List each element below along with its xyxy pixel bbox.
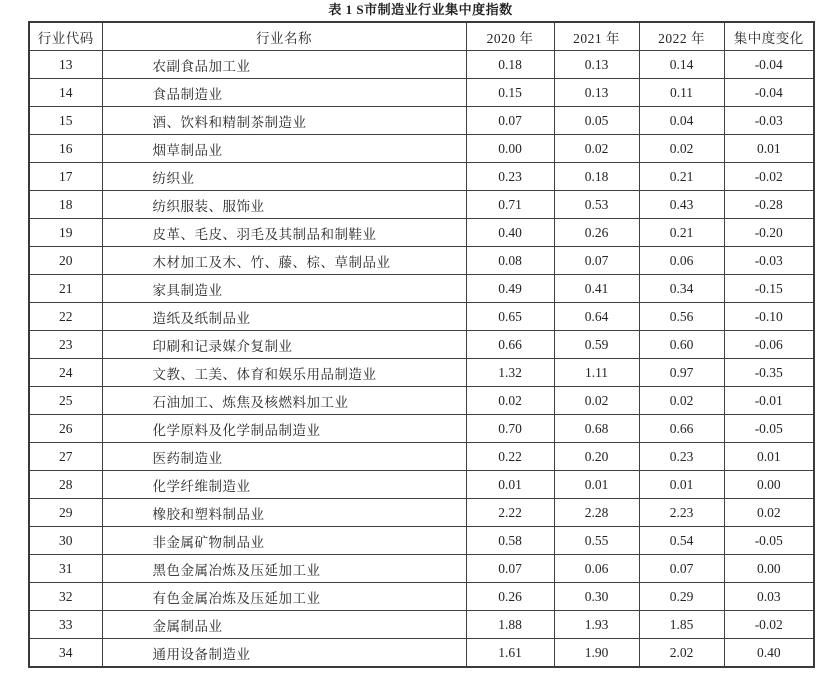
value-2020-cell: 1.61 bbox=[466, 639, 554, 668]
industry-code-cell: 32 bbox=[29, 583, 102, 611]
value-2022-cell: 0.66 bbox=[639, 415, 724, 443]
change-cell: 0.01 bbox=[724, 443, 814, 471]
value-2021-cell: 1.11 bbox=[554, 359, 639, 387]
value-2021-cell: 0.13 bbox=[554, 79, 639, 107]
value-2022-cell: 0.01 bbox=[639, 471, 724, 499]
value-2020-cell: 0.15 bbox=[466, 79, 554, 107]
value-2021-cell: 0.26 bbox=[554, 219, 639, 247]
value-2021-cell: 0.02 bbox=[554, 387, 639, 415]
industry-code-cell: 19 bbox=[29, 219, 102, 247]
industry-name-cell: 金属制品业 bbox=[102, 611, 466, 639]
value-2022-cell: 0.02 bbox=[639, 135, 724, 163]
industry-code-cell: 18 bbox=[29, 191, 102, 219]
industry-name-cell: 医药制造业 bbox=[102, 443, 466, 471]
table-row bbox=[29, 275, 814, 303]
industry-name-cell: 橡胶和塑料制品业 bbox=[102, 499, 466, 527]
value-2020-cell: 0.00 bbox=[466, 135, 554, 163]
value-2021-cell: 0.06 bbox=[554, 555, 639, 583]
value-2021-cell: 0.41 bbox=[554, 275, 639, 303]
table-row bbox=[29, 219, 814, 247]
value-2022-cell: 0.06 bbox=[639, 247, 724, 275]
industry-name-cell: 印刷和记录媒介复制业 bbox=[102, 331, 466, 359]
change-cell: -0.35 bbox=[724, 359, 814, 387]
industry-code-cell: 34 bbox=[29, 639, 102, 668]
industry-name-cell: 木材加工及木、竹、藤、棕、草制品业 bbox=[102, 247, 466, 275]
table-row bbox=[29, 247, 814, 275]
value-2021-cell: 0.68 bbox=[554, 415, 639, 443]
industry-code-cell: 14 bbox=[29, 79, 102, 107]
value-2021-cell: 0.20 bbox=[554, 443, 639, 471]
value-2022-cell: 0.34 bbox=[639, 275, 724, 303]
table-row bbox=[29, 639, 814, 668]
table-row bbox=[29, 359, 814, 387]
industry-code-cell: 25 bbox=[29, 387, 102, 415]
table-row bbox=[29, 135, 814, 163]
table-row bbox=[29, 443, 814, 471]
table-row bbox=[29, 527, 814, 555]
value-2022-cell: 0.21 bbox=[639, 163, 724, 191]
value-2021-cell: 2.28 bbox=[554, 499, 639, 527]
value-2020-cell: 1.88 bbox=[466, 611, 554, 639]
industry-code-cell: 20 bbox=[29, 247, 102, 275]
value-2021-cell: 0.07 bbox=[554, 247, 639, 275]
change-cell: -0.20 bbox=[724, 219, 814, 247]
value-2021-cell: 0.30 bbox=[554, 583, 639, 611]
table-container bbox=[28, 21, 815, 668]
industry-name-cell: 烟草制品业 bbox=[102, 135, 466, 163]
change-cell: -0.05 bbox=[724, 415, 814, 443]
value-2021-cell: 0.59 bbox=[554, 331, 639, 359]
industry-name-cell: 化学原料及化学制品制造业 bbox=[102, 415, 466, 443]
value-2020-cell: 0.66 bbox=[466, 331, 554, 359]
industry-name-cell: 食品制造业 bbox=[102, 79, 466, 107]
table-row bbox=[29, 163, 814, 191]
value-2020-cell: 0.07 bbox=[466, 555, 554, 583]
header-year-2021: 2021 年 bbox=[554, 22, 639, 51]
change-cell: -0.01 bbox=[724, 387, 814, 415]
industry-name-cell: 通用设备制造业 bbox=[102, 639, 466, 668]
value-2022-cell: 0.97 bbox=[639, 359, 724, 387]
value-2020-cell: 0.02 bbox=[466, 387, 554, 415]
header-concentration-change: 集中度变化 bbox=[724, 22, 814, 51]
value-2022-cell: 2.02 bbox=[639, 639, 724, 668]
change-cell: 0.40 bbox=[724, 639, 814, 668]
table-row bbox=[29, 387, 814, 415]
value-2020-cell: 0.01 bbox=[466, 471, 554, 499]
change-cell: -0.02 bbox=[724, 611, 814, 639]
value-2021-cell: 1.90 bbox=[554, 639, 639, 668]
change-cell: -0.15 bbox=[724, 275, 814, 303]
table-body bbox=[29, 51, 814, 668]
table-caption: 表 1 S市制造业行业集中度指数 bbox=[328, 2, 513, 17]
change-cell: -0.02 bbox=[724, 163, 814, 191]
change-cell: -0.04 bbox=[724, 51, 814, 79]
value-2022-cell: 0.60 bbox=[639, 331, 724, 359]
header-year-2022: 2022 年 bbox=[639, 22, 724, 51]
industry-name-cell: 文教、工美、体育和娱乐用品制造业 bbox=[102, 359, 466, 387]
table-row bbox=[29, 191, 814, 219]
industry-code-cell: 13 bbox=[29, 51, 102, 79]
value-2021-cell: 0.02 bbox=[554, 135, 639, 163]
value-2020-cell: 1.32 bbox=[466, 359, 554, 387]
value-2021-cell: 0.53 bbox=[554, 191, 639, 219]
change-cell: 0.02 bbox=[724, 499, 814, 527]
industry-name-cell: 纺织业 bbox=[102, 163, 466, 191]
industry-code-cell: 22 bbox=[29, 303, 102, 331]
value-2021-cell: 0.55 bbox=[554, 527, 639, 555]
value-2022-cell: 0.56 bbox=[639, 303, 724, 331]
industry-name-cell: 石油加工、炼焦及核燃料加工业 bbox=[102, 387, 466, 415]
change-cell: 0.01 bbox=[724, 135, 814, 163]
industry-name-cell: 酒、饮料和精制茶制造业 bbox=[102, 107, 466, 135]
value-2020-cell: 0.65 bbox=[466, 303, 554, 331]
value-2020-cell: 0.18 bbox=[466, 51, 554, 79]
change-cell: -0.06 bbox=[724, 331, 814, 359]
value-2022-cell: 0.54 bbox=[639, 527, 724, 555]
table-row bbox=[29, 51, 814, 79]
change-cell: -0.03 bbox=[724, 247, 814, 275]
change-cell: -0.05 bbox=[724, 527, 814, 555]
value-2020-cell: 2.22 bbox=[466, 499, 554, 527]
industry-code-cell: 23 bbox=[29, 331, 102, 359]
value-2020-cell: 0.71 bbox=[466, 191, 554, 219]
table-header-row bbox=[29, 22, 814, 51]
change-cell: -0.04 bbox=[724, 79, 814, 107]
industry-code-cell: 31 bbox=[29, 555, 102, 583]
value-2020-cell: 0.22 bbox=[466, 443, 554, 471]
header-industry-name: 行业名称 bbox=[102, 22, 466, 51]
value-2022-cell: 0.07 bbox=[639, 555, 724, 583]
header-industry-code: 行业代码 bbox=[29, 22, 102, 51]
industry-code-cell: 15 bbox=[29, 107, 102, 135]
industry-name-cell: 非金属矿物制品业 bbox=[102, 527, 466, 555]
value-2022-cell: 0.11 bbox=[639, 79, 724, 107]
value-2022-cell: 0.21 bbox=[639, 219, 724, 247]
value-2021-cell: 0.64 bbox=[554, 303, 639, 331]
value-2020-cell: 0.49 bbox=[466, 275, 554, 303]
value-2022-cell: 0.14 bbox=[639, 51, 724, 79]
industry-name-cell: 皮革、毛皮、羽毛及其制品和制鞋业 bbox=[102, 219, 466, 247]
industry-code-cell: 33 bbox=[29, 611, 102, 639]
industry-name-cell: 造纸及纸制品业 bbox=[102, 303, 466, 331]
industry-code-cell: 17 bbox=[29, 163, 102, 191]
table-row bbox=[29, 415, 814, 443]
value-2022-cell: 0.04 bbox=[639, 107, 724, 135]
value-2020-cell: 0.08 bbox=[466, 247, 554, 275]
table-row bbox=[29, 303, 814, 331]
change-cell: -0.10 bbox=[724, 303, 814, 331]
change-cell: 0.03 bbox=[724, 583, 814, 611]
value-2022-cell: 1.85 bbox=[639, 611, 724, 639]
table-row bbox=[29, 555, 814, 583]
industry-name-cell: 黑色金属冶炼及压延加工业 bbox=[102, 555, 466, 583]
value-2021-cell: 0.18 bbox=[554, 163, 639, 191]
industry-name-cell: 家具制造业 bbox=[102, 275, 466, 303]
industry-code-cell: 24 bbox=[29, 359, 102, 387]
industry-name-cell: 化学纤维制造业 bbox=[102, 471, 466, 499]
table-row bbox=[29, 107, 814, 135]
table-row bbox=[29, 499, 814, 527]
industry-code-cell: 26 bbox=[29, 415, 102, 443]
industry-code-cell: 21 bbox=[29, 275, 102, 303]
value-2020-cell: 0.07 bbox=[466, 107, 554, 135]
industry-code-cell: 30 bbox=[29, 527, 102, 555]
value-2021-cell: 0.13 bbox=[554, 51, 639, 79]
value-2022-cell: 0.29 bbox=[639, 583, 724, 611]
table-row bbox=[29, 471, 814, 499]
value-2020-cell: 0.26 bbox=[466, 583, 554, 611]
industry-code-cell: 27 bbox=[29, 443, 102, 471]
value-2022-cell: 0.23 bbox=[639, 443, 724, 471]
value-2022-cell: 0.43 bbox=[639, 191, 724, 219]
industry-code-cell: 16 bbox=[29, 135, 102, 163]
change-cell: 0.00 bbox=[724, 471, 814, 499]
industry-code-cell: 29 bbox=[29, 499, 102, 527]
value-2020-cell: 0.58 bbox=[466, 527, 554, 555]
value-2021-cell: 0.05 bbox=[554, 107, 639, 135]
value-2020-cell: 0.40 bbox=[466, 219, 554, 247]
header-year-2020: 2020 年 bbox=[466, 22, 554, 51]
industry-concentration-table bbox=[28, 21, 815, 668]
industry-code-cell: 28 bbox=[29, 471, 102, 499]
table-row bbox=[29, 611, 814, 639]
table-row bbox=[29, 79, 814, 107]
value-2022-cell: 2.23 bbox=[639, 499, 724, 527]
industry-name-cell: 农副食品加工业 bbox=[102, 51, 466, 79]
value-2021-cell: 0.01 bbox=[554, 471, 639, 499]
value-2020-cell: 0.23 bbox=[466, 163, 554, 191]
value-2021-cell: 1.93 bbox=[554, 611, 639, 639]
change-cell: 0.00 bbox=[724, 555, 814, 583]
value-2020-cell: 0.70 bbox=[466, 415, 554, 443]
value-2022-cell: 0.02 bbox=[639, 387, 724, 415]
table-row bbox=[29, 583, 814, 611]
table-row bbox=[29, 331, 814, 359]
change-cell: -0.28 bbox=[724, 191, 814, 219]
industry-name-cell: 有色金属冶炼及压延加工业 bbox=[102, 583, 466, 611]
industry-name-cell: 纺织服装、服饰业 bbox=[102, 191, 466, 219]
change-cell: -0.03 bbox=[724, 107, 814, 135]
